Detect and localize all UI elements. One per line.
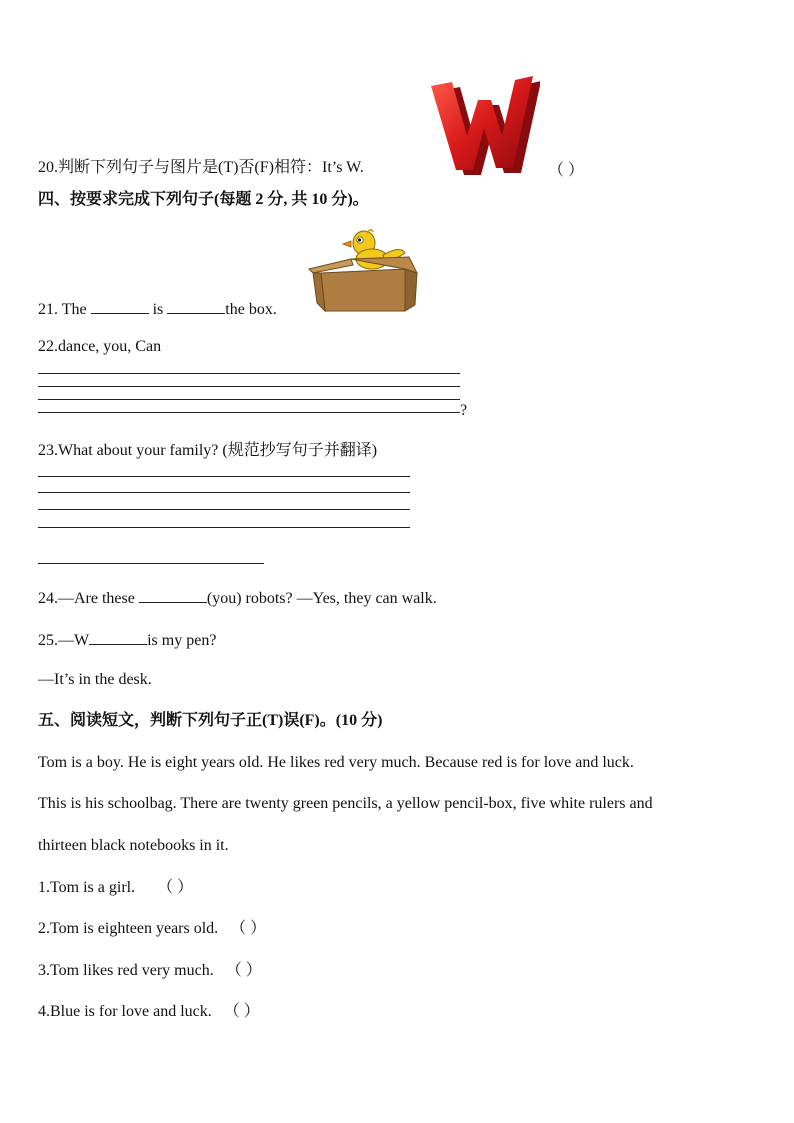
- question-21-part-b: is: [152, 301, 164, 318]
- question-22-end-mark: ?: [460, 402, 468, 419]
- question-22: 22.dance, you, Can: [38, 338, 162, 355]
- answer-line-23-translation[interactable]: [38, 563, 264, 564]
- answer-line-23-2[interactable]: [38, 492, 410, 493]
- duck-in-box-image: [307, 229, 421, 313]
- answer-line-22-4[interactable]: [38, 412, 460, 413]
- judgement-2-paren[interactable]: （ ）: [230, 920, 267, 937]
- judgement-3-text: 3.Tom likes red very much.: [38, 962, 214, 979]
- section-5-heading: 五、阅读短文，判断下列句子正(T)误(F)。(10 分): [38, 712, 383, 729]
- blank-21-2[interactable]: [167, 297, 225, 314]
- answer-line-22-2[interactable]: [38, 386, 460, 387]
- blank-21-1[interactable]: [91, 297, 149, 314]
- answer-line-23-3[interactable]: [38, 509, 410, 510]
- question-25-part-a: 25.—W: [38, 632, 90, 649]
- blank-25[interactable]: [89, 628, 147, 645]
- section-4-heading: 四、按要求完成下列句子(每题 2 分, 共 10 分)。: [38, 191, 369, 208]
- judgement-4-text: 4.Blue is for love and luck.: [38, 1003, 212, 1020]
- blank-24[interactable]: [139, 586, 207, 603]
- judgement-3: [38, 961, 262, 981]
- judgement-1: [38, 878, 193, 898]
- question-25-part-b: is my pen?: [147, 632, 217, 649]
- answer-line-23-4[interactable]: [38, 527, 410, 528]
- judgement-4: [38, 1002, 260, 1022]
- question-20: [38, 158, 364, 178]
- answer-line-22-3[interactable]: [38, 399, 460, 400]
- judgement-1-paren[interactable]: （ ）: [157, 879, 194, 896]
- judgement-2: [38, 919, 266, 939]
- question-24-part-a: 24.—Are these: [38, 590, 135, 607]
- judgement-1-text: 1.Tom is a girl.: [38, 879, 136, 896]
- question-24-part-b: (you) robots? —Yes, they can walk.: [206, 590, 437, 607]
- judgement-3-paren[interactable]: （ ）: [225, 962, 262, 979]
- judgement-2-text: 2.Tom is eighteen years old.: [38, 920, 219, 937]
- question-24: [38, 586, 437, 609]
- question-25-answer: —It’s in the desk.: [38, 671, 152, 688]
- question-21-part-c: the box.: [225, 301, 277, 318]
- answer-line-23-1[interactable]: [38, 476, 410, 477]
- passage-line-1: Tom is a boy. He is eight years old. He likes red very much. Because red is for love and luck.: [38, 754, 634, 771]
- judgement-4-paren[interactable]: （ ）: [223, 1003, 260, 1020]
- question-23: 23.What about your family? (规范抄写句子并翻译): [38, 442, 378, 459]
- answer-paren-20[interactable]: （ ）: [548, 162, 585, 179]
- passage-line-2: This is his schoolbag. There are twenty green pencils, a yellow pencil-box, five white rulers and: [38, 795, 653, 812]
- question-21-part-a: 21. The: [38, 301, 87, 318]
- passage-line-3: thirteen black notebooks in it.: [38, 837, 229, 854]
- letter-w-image: [425, 74, 540, 176]
- answer-line-22-1[interactable]: [38, 373, 460, 374]
- question-21: [38, 297, 277, 320]
- letter-w-text: W: [482, 174, 483, 175]
- question-25: [38, 628, 216, 651]
- question-20-text: 20.判断下列句子与图片是(T)否(F)相符：It’s W.: [38, 159, 364, 176]
